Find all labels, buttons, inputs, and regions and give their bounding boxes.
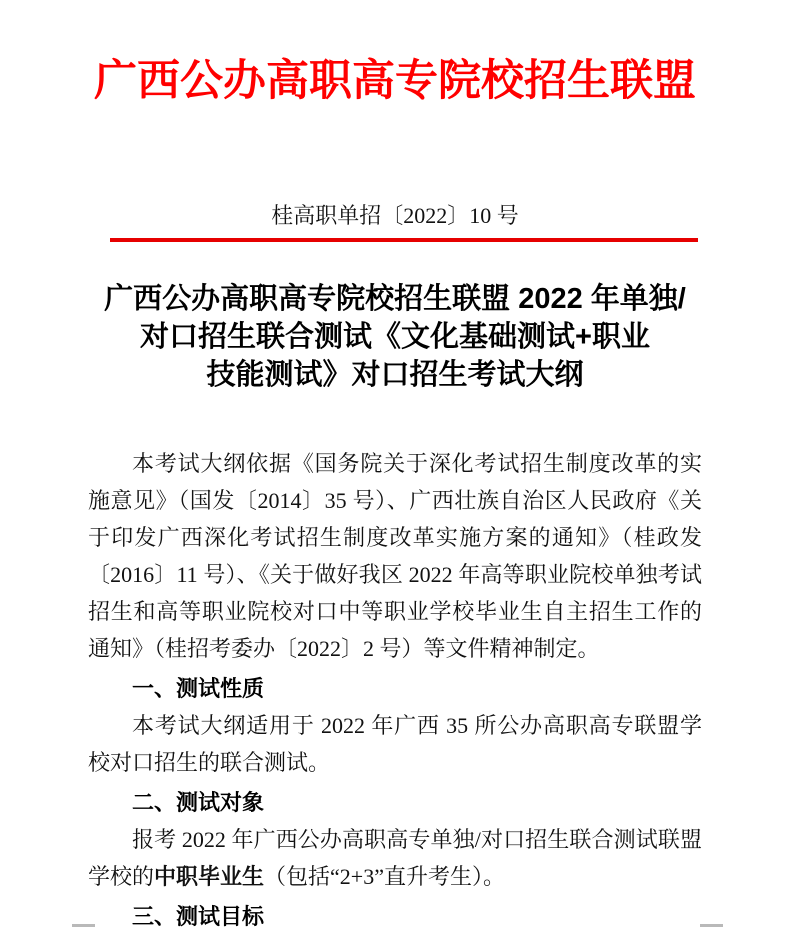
section-2-text-after: （包括“2+3”直升考生）。 — [264, 864, 505, 889]
section-2-bold-term: 中职毕业生 — [154, 864, 265, 889]
section-2-paragraph — [88, 821, 702, 895]
section-heading-3-test-goals: 三、测试目标 — [132, 904, 265, 929]
header-red-rule — [110, 238, 698, 242]
alliance-header-title: 广西公办高职高专院校招生联盟 — [94, 58, 696, 105]
section-heading-2-test-target-audience: 二、测试对象 — [132, 790, 265, 815]
document-main-title — [88, 280, 702, 394]
main-title-line-3: 技能测试》对口招生考试大纲 — [206, 359, 584, 391]
page-corner-mark-left — [72, 924, 95, 927]
document-content — [88, 280, 702, 935]
intro-paragraph: 本考试大纲依据《国务院关于深化考试招生制度改革的实施意见》（国发〔2014〕35 号）、广西壮族自治区人民政府《关于印发广西深化考试招生制度改革实施方案的通知》（桂政发〔2016〕11 号）、《关于做好我区 2022 年高等职业院校单独考试招生和高等职业院校对口中等职业学校毕业生自主招生工作的通知》（桂招考委办〔2022〕2 号）等文件精神制定。 — [88, 451, 702, 661]
page-corner-mark-right — [700, 924, 723, 927]
document-number: 桂高职单招〔2022〕10 号 — [271, 203, 519, 228]
main-title-line-1: 广西公办高职高专院校招生联盟 2022 年单独/ — [104, 283, 686, 315]
section-2-text-before: 报考 2022 年广西公办高职高专单独/对口招生联合测试联盟学校的 — [88, 827, 702, 889]
section-1-paragraph: 本考试大纲适用于 2022 年广西 35 所公办高职高专联盟学校对口招生的联合测试。 — [88, 713, 702, 775]
section-heading-1-test-nature: 一、测试性质 — [132, 676, 265, 701]
main-title-line-2: 对口招生联合测试《文化基础测试+职业 — [140, 321, 650, 353]
